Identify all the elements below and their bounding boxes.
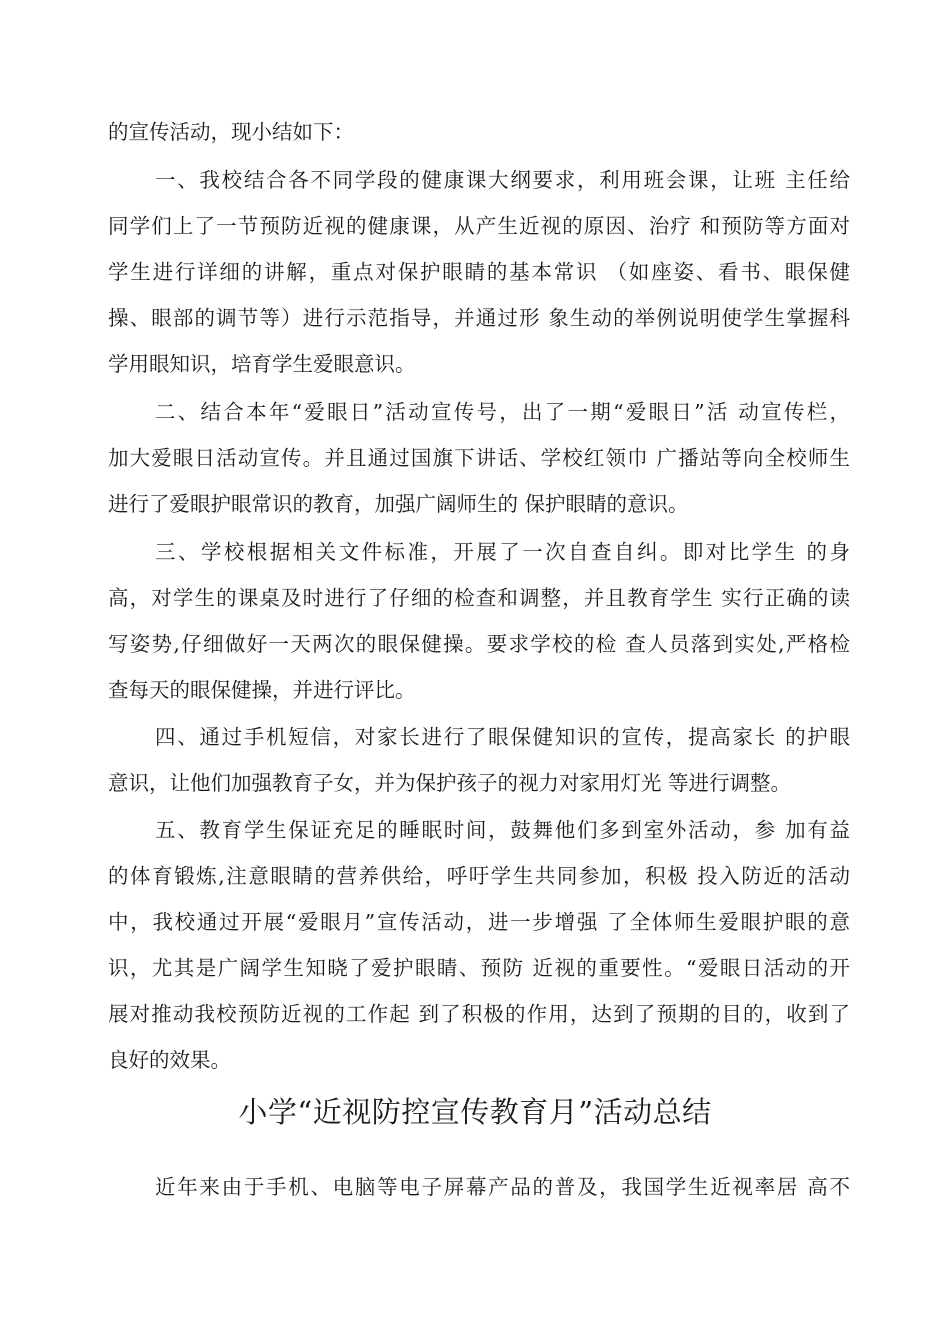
- section-title: 小学“近视防控宣传教育月”活动总结: [238, 1095, 712, 1129]
- paragraph-line: 的体育锻炼,注意眼睛的营养供给，呼吁学生共同参加，积极 投入防近的活动: [108, 864, 850, 888]
- paragraph-line: 三、学校根据相关文件标准，开展了一次自查自纠。即对比学生 的身: [155, 540, 850, 564]
- paragraph-line: 良好的效果。: [108, 1048, 231, 1072]
- paragraph-line: 识，尤其是广阔学生知晓了爱护眼睛、预防 近视的重要性。“爱眼日活动的开: [108, 956, 850, 980]
- intro-line: 的宣传活动，现小结如下：: [108, 120, 354, 144]
- paragraph-line: 操、眼部的调节等）进行示范指导，并通过形 象生动的举例说明使学生掌握科: [108, 306, 850, 330]
- paragraph-line: 写姿势,仔细做好一天两次的眼保健操。要求学校的检 查人员落到实处,严格检: [108, 632, 850, 656]
- paragraph-line: 学用眼知识，培育学生爱眼意识。: [108, 352, 416, 376]
- paragraph-line: 同学们上了一节预防近视的健康课，从产生近视的原因、治疗 和预防等方面对: [108, 214, 850, 238]
- paragraph-line: 中，我校通过开展“爱眼月”宣传活动，进一步增强 了全体师生爱眼护眼的意: [108, 910, 850, 934]
- paragraph-line: 近年来由于手机、电脑等电子屏幕产品的普及，我国学生近视率居 高不: [155, 1175, 850, 1199]
- paragraph-line: 四、通过手机短信，对家长进行了眼保健知识的宣传，提高家长 的护眼: [155, 725, 850, 749]
- paragraph-line: 五、教育学生保证充足的睡眠时间，鼓舞他们多到室外活动，参 加有益: [155, 818, 850, 842]
- paragraph-line: 进行了爱眼护眼常识的教育，加强广阔师生的 保护眼睛的意识。: [108, 492, 689, 516]
- paragraph-line: 意识，让他们加强教育子女，并为保护孩子的视力对家用灯光 等进行调整。: [108, 771, 792, 795]
- paragraph-line: 加大爱眼日活动宣传。并且通过国旗下讲话、学校红领巾 广播站等向全校师生: [108, 446, 850, 470]
- paragraph-line: 一、我校结合各不同学段的健康课大纲要求，利用班会课，让班 主任给: [155, 168, 850, 192]
- paragraph-line: 查每天的眼保健操，并进行评比。: [108, 678, 416, 702]
- paragraph-line: 学生进行详细的讲解，重点对保护眼睛的基本常识 （如座姿、看书、眼保健: [108, 260, 850, 284]
- paragraph-line: 二、结合本年“爱眼日”活动宣传号，出了一期“爱眼日”活 动宣传栏，: [155, 400, 850, 424]
- paragraph-line: 高，对学生的课桌及时进行了仔细的检查和调整，并且教育学生 实行正确的读: [108, 586, 850, 610]
- paragraph-line: 展对推动我校预防近视的工作起 到了积极的作用，达到了预期的目的，收到了: [108, 1002, 850, 1026]
